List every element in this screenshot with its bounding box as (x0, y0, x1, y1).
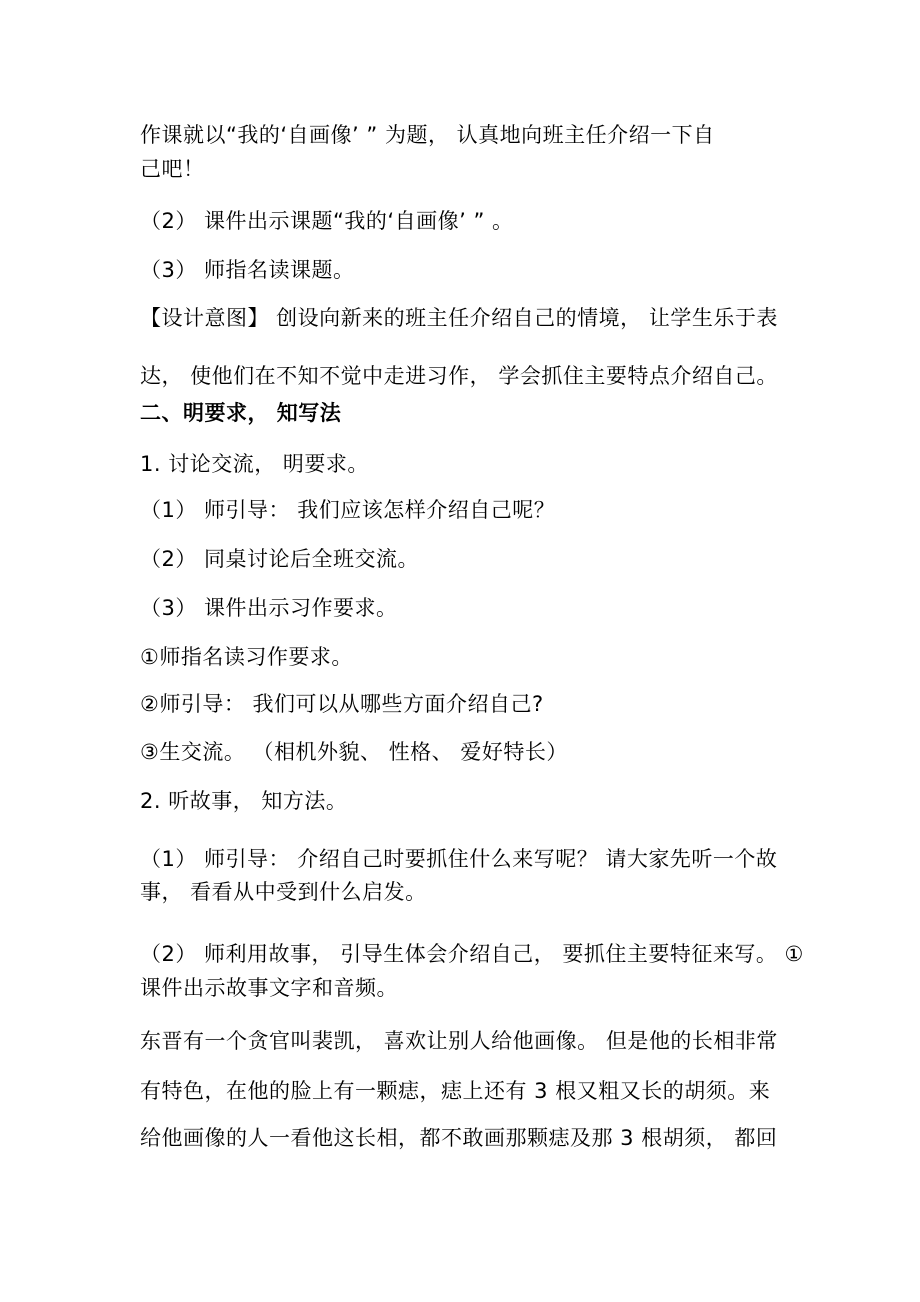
text-line: ①师指名读习作要求。 (140, 645, 353, 669)
story-line: 给他画像的人一看他这长相，都不敢画那颗痣及那 3 根胡须， 都回 (140, 1126, 778, 1150)
text-line: ③生交流。 （相机外貌、 性格、 爱好特长） (140, 740, 568, 764)
text-line: 己吧！ (140, 157, 205, 181)
story-line: 东晋有一个贪官叫裴凯， 喜欢让别人给他画像。 但是他的长相非常 (140, 1029, 778, 1053)
text-line: 课件出示故事文字和音频。 (140, 976, 398, 1000)
text-line: 事， 看看从中受到什么启发。 (140, 880, 427, 904)
text-line: 达， 使他们在不知不觉中走进习作， 学会抓住主要特点介绍自己。 (140, 364, 778, 388)
text-line: ②师引导： 我们可以从哪些方面介绍自己? (140, 692, 544, 716)
text-line: （2） 同桌讨论后全班交流。 (140, 547, 420, 571)
text-line: （3） 师指名读课题。 (140, 258, 355, 282)
text-line: 1. 讨论交流， 明要求。 (140, 452, 369, 476)
text-line: 作课就以“我的‘自画像’ ” 为题， 认真地向班主任介绍一下自 (140, 123, 715, 147)
text-line: （3） 课件出示习作要求。 (140, 596, 398, 620)
text-line: （2） 课件出示课题“我的‘自画像’ ” 。 (140, 209, 514, 233)
design-intent-line: 【设计意图】 创设向新来的班主任介绍自己的情境， 让学生乐于表 (140, 306, 778, 330)
text-line: （1） 师引导： 介绍自己时要抓住什么来写呢？ 请大家先听一个故 (140, 847, 778, 871)
text-line: （2） 师利用故事， 引导生体会介绍自己， 要抓住主要特征来写。 ① (140, 942, 804, 966)
text-line: （1） 师引导： 我们应该怎样介绍自己呢？ (140, 498, 556, 522)
text-line: 2. 听故事， 知方法。 (140, 789, 348, 813)
section-heading: 二、明要求， 知写法 (140, 401, 342, 425)
story-line: 有特色，在他的脸上有一颗痣，痣上还有 3 根又粗又长的胡须。来 (140, 1079, 771, 1103)
